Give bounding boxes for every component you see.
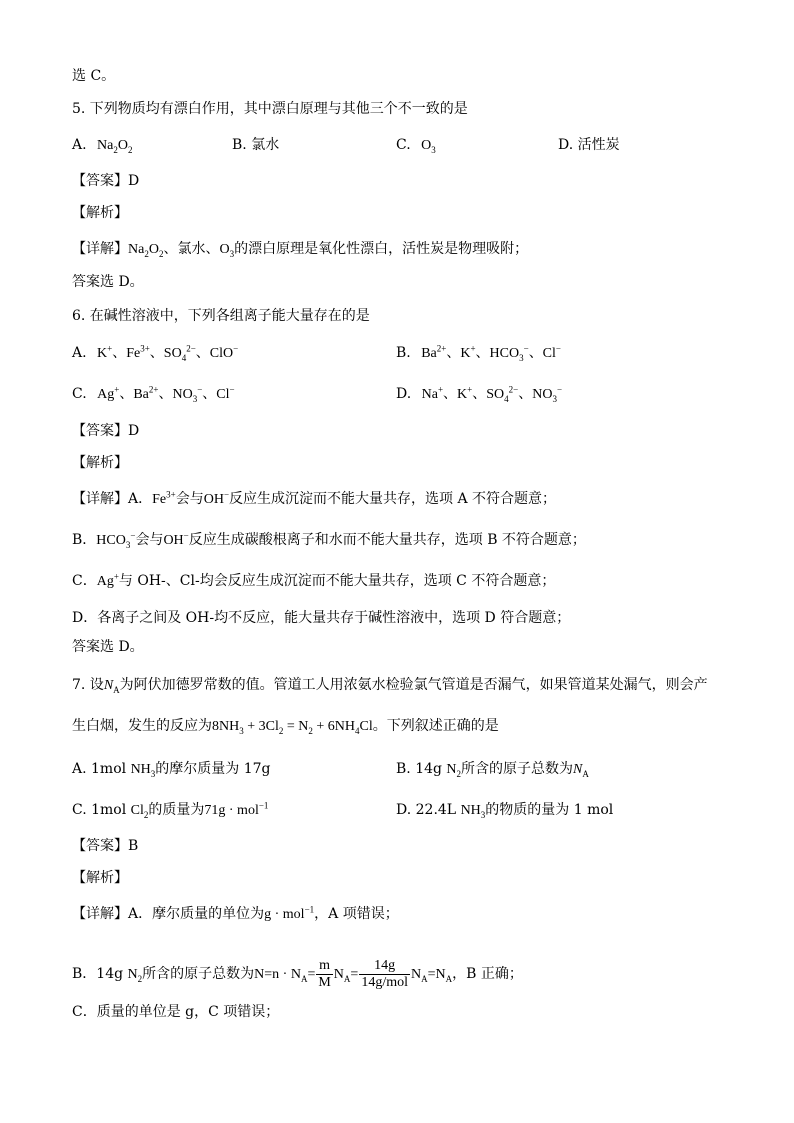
q5-option-c	[396, 136, 436, 155]
q7-option-c-value: 71g · mol$^{-1}$	[204, 800, 269, 818]
q4-tail: 选 C。	[72, 68, 116, 84]
q5-option-a-label: A.	[72, 137, 87, 153]
q7-detail-b-n2: $N_2$	[127, 967, 143, 984]
q7-option-d-nh3: $NH_3$	[460, 803, 486, 820]
q5-option-a	[72, 136, 132, 155]
q7-option-c	[72, 801, 268, 820]
q6-detail-a-prefix: 【详解】A．	[72, 491, 153, 507]
q7-stem-text: 为阿伏加德罗常数的值。管道工人用浓氨水检验氯气管道是否漏气，如果管道某处漏气，则会产	[119, 677, 708, 693]
q6-option-b	[396, 344, 561, 363]
q6-detail-b-oh: OH−	[163, 530, 189, 548]
q6-option-d-label: D.	[396, 386, 412, 402]
q7-option-c-tail: 的质量为	[148, 802, 205, 818]
q7-stem2-prefix: 生白烟，发生的反应为	[72, 718, 212, 734]
q7-detail-b-frac-m-over-M: $\frac{m}{M}$	[318, 957, 331, 990]
q6-detail-b-text2: 反应生成碳酸根离子和水而不能大量共存，选项 B 不符合题意；	[188, 532, 586, 548]
q5-option-c-label: C.	[396, 137, 411, 153]
q7-option-c-cl2: $Cl_2$	[130, 803, 149, 820]
q5-analysis-label: 【解析】	[72, 205, 128, 221]
q6-conclusion: 答案选 D。	[72, 639, 144, 655]
q6-detail-c	[72, 572, 555, 591]
q7-frac-num: 14g	[359, 958, 410, 975]
q6-stem: 6. 在碱性溶液中，下列各组离子能大量存在的是	[72, 308, 370, 324]
q7-option-b-na: N	[573, 762, 583, 777]
q5-option-d: D. 活性炭	[558, 137, 620, 153]
q7-detail-b-result: $N_A=N_A$	[411, 967, 453, 984]
q5-detail-text: 的漂白原理是氧化性漂白，活性炭是物理吸附；	[234, 241, 529, 257]
q7-reaction-equation: $8NH_3 + 3Cl_2 = N_2 + 6NH_4Cl$	[212, 719, 373, 736]
q6-detail-a	[72, 490, 556, 509]
q7-option-a-tail: 的摩尔质量为 17g	[155, 761, 271, 777]
q7-stem-prefix: 7. 设	[72, 677, 104, 693]
q7-option-d	[396, 801, 613, 820]
q6-detail-b	[72, 531, 586, 550]
q6-detail-b-prefix: B．	[72, 532, 97, 548]
q7-analysis-label: 【解析】	[72, 870, 128, 886]
q7-detail-b-suffix: ，B 正确；	[452, 966, 523, 982]
q6-detail-b-hco3: $HCO_3^-$	[96, 530, 136, 550]
q6-option-a	[72, 344, 238, 363]
q5-detail	[72, 240, 528, 259]
q7-stem-line1	[72, 676, 708, 695]
q5-detail-na2o2: $Na_2O_2$	[128, 242, 164, 259]
q6-analysis-label: 【解析】	[72, 455, 128, 471]
q5-detail-water: 、氯水、	[163, 241, 220, 257]
q5-option-a-formula: $Na_2O_2$	[97, 138, 133, 155]
q7-detail-b-na1: $N_A=$	[333, 967, 359, 984]
q6-detail-c-prefix: C．	[72, 573, 97, 589]
q6-detail-a-fe: $Fe^{3+}$	[152, 489, 176, 507]
q7-option-b-label: B. 14g	[396, 761, 442, 777]
q6-option-c-ions: Ag+、$Ba^{2+}$、$NO_3^-$、Cl−	[97, 384, 235, 404]
q7-detail-a-suffix: ，A 项错误；	[314, 906, 399, 922]
q5-option-c-formula: $O_3$	[421, 138, 436, 155]
q5-stem: 5. 下列物质均有漂白作用，其中漂白原理与其他三个不一致的是	[72, 101, 468, 117]
q5-detail-prefix: 【详解】	[72, 241, 128, 257]
q7-frac-den: 14g/mol	[361, 974, 408, 990]
q6-detail-a-text1: 会与	[175, 491, 204, 507]
q7-detail-b-frac-values	[359, 958, 410, 991]
q6-option-b-ions: $Ba^{2+}$、K+、$HCO_3^-$、Cl−	[421, 343, 561, 363]
q5-option-b: B. 氯水	[232, 137, 280, 153]
q6-detail-b-text1: 会与	[135, 532, 164, 548]
q6-detail-a-text2: 反应生成沉淀而不能大量共存，选项 A 不符合题意；	[229, 491, 557, 507]
q7-option-b	[396, 760, 589, 779]
q6-option-d-ions: Na+、K+、$SO_4^{2-}$、$NO_3^-$	[421, 384, 563, 404]
q7-detail-a-prefix: 【详解】A．摩尔质量的单位为	[72, 906, 265, 922]
q7-option-b-n2: $N_2$	[446, 762, 462, 779]
q7-option-b-na-sub: A	[582, 768, 589, 779]
q7-option-d-label: D. 22.4L	[396, 802, 457, 818]
q6-option-a-ions: K+、$Fe^{3+}$、$SO_4^{2-}$、ClO−	[97, 343, 239, 363]
q7-option-a-label: A. 1mol	[72, 761, 127, 777]
q7-detail-b-mid: 所含的原子总数为	[142, 966, 255, 982]
q7-na-symbol: N	[103, 678, 114, 693]
q7-detail-b-formula-start: $N=n \cdot N_A=$	[254, 967, 316, 984]
q7-stem-line2	[72, 717, 499, 736]
q7-na-subscript: A	[113, 684, 120, 695]
q7-option-a	[72, 760, 271, 779]
q6-option-a-label: A.	[72, 345, 87, 361]
q7-detail-b-prefix: B．14g	[72, 966, 124, 982]
q7-option-a-nh3: $NH_3$	[130, 762, 156, 779]
q6-detail-c-ag: Ag+	[96, 571, 119, 589]
q6-option-c	[72, 385, 235, 404]
q7-detail-c: C．质量的单位是 g，C 项错误；	[72, 1004, 280, 1020]
q7-detail-b	[72, 956, 523, 993]
q6-detail-a-oh: OH−	[203, 489, 230, 507]
q6-option-d	[396, 385, 562, 404]
q7-answer: 【答案】B	[72, 838, 139, 854]
q6-detail-c-text: 与 OH-、Cl-均会反应生成沉淀而不能大量共存，选项 C 不符合题意；	[118, 573, 556, 589]
q7-option-b-tail: 所含的原子总数为	[461, 761, 574, 777]
q7-option-c-label: C. 1mol	[72, 802, 127, 818]
q7-detail-a-unit: g · mol$^{-1}$	[264, 904, 315, 922]
q6-option-c-label: C.	[72, 386, 87, 402]
q5-conclusion: 答案选 D。	[72, 274, 144, 290]
q6-option-b-label: B.	[396, 345, 411, 361]
q7-detail-a	[72, 905, 399, 924]
q6-answer: 【答案】D	[72, 423, 140, 439]
q7-stem2-suffix: 。下列叙述正确的是	[372, 718, 499, 734]
q5-detail-o3: $O_3$	[219, 242, 235, 259]
q5-answer: 【答案】D	[72, 173, 140, 189]
q6-detail-d: D．各离子之间及 OH-均不反应，能大量共存于碱性溶液中，选项 D 符合题意；	[72, 610, 571, 626]
q7-option-d-tail: 的物质的量为 1 mol	[485, 802, 614, 818]
